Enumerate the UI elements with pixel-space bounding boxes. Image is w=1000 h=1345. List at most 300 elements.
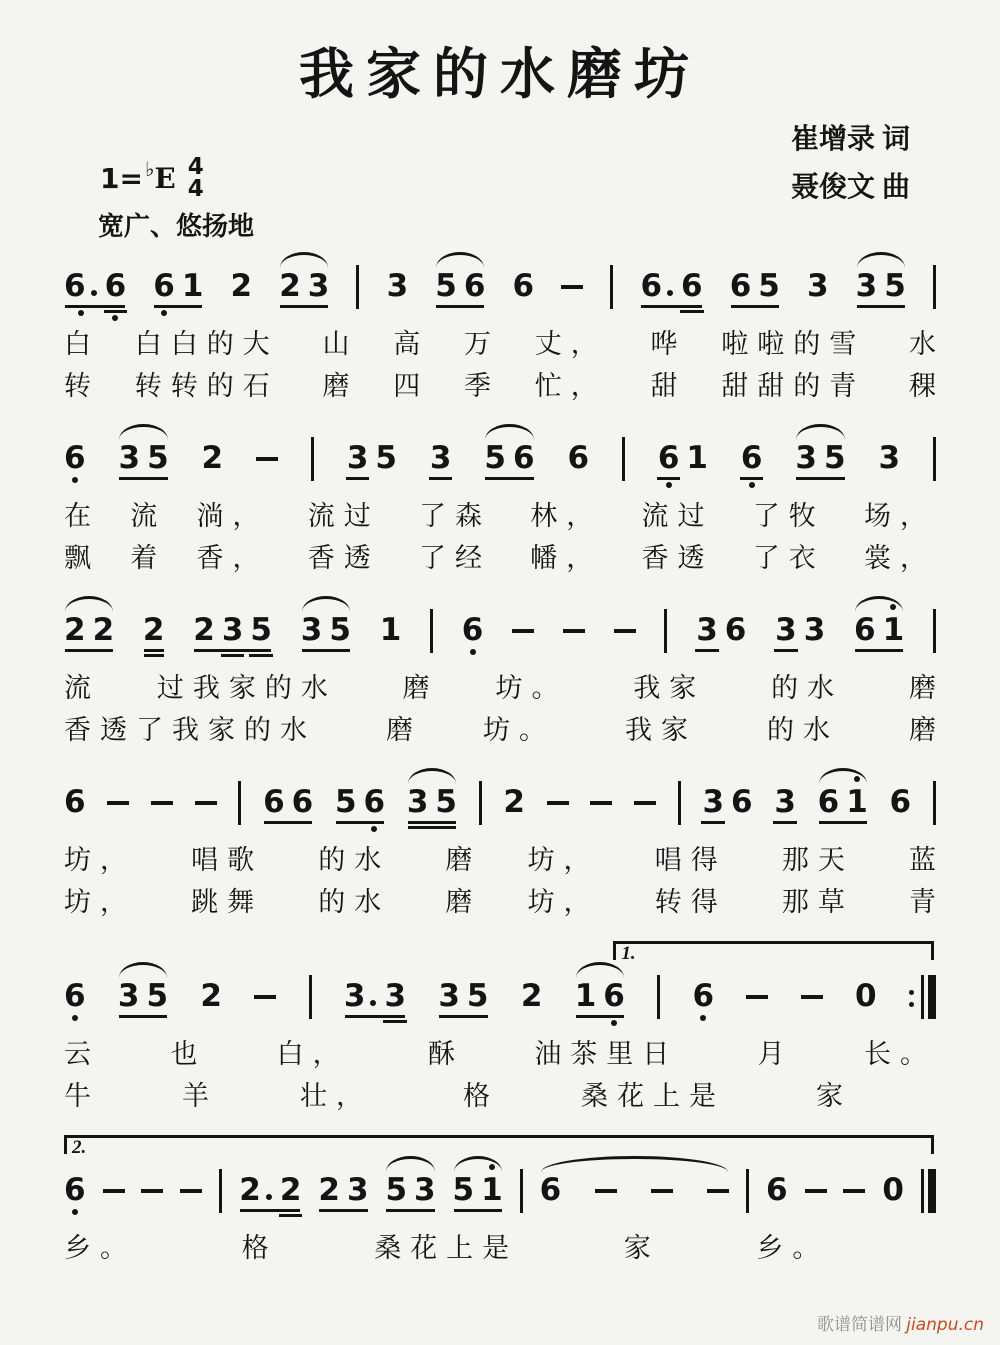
note	[464, 269, 486, 303]
lyric-word: 甜甜的青	[721, 371, 866, 401]
barline	[933, 609, 936, 653]
note-digit: 5	[823, 440, 846, 476]
low-octave-dot	[611, 1020, 617, 1026]
lyric-word: 坊。	[483, 715, 555, 745]
note-group	[614, 620, 636, 659]
time-signature	[188, 156, 204, 200]
rest-note	[882, 1173, 904, 1207]
note-digit: 6	[854, 612, 876, 648]
volta-label: 2.	[72, 1137, 87, 1158]
barline	[430, 609, 433, 653]
high-octave-dot	[890, 604, 896, 610]
note-group	[64, 613, 114, 659]
note	[702, 785, 724, 819]
note-digit: 6	[539, 1172, 562, 1208]
note-digit: 1	[846, 784, 868, 820]
note-underline	[701, 821, 725, 824]
lyric-word: 了森	[419, 501, 491, 531]
note	[118, 441, 140, 475]
note	[143, 613, 165, 647]
note-digit: 2	[200, 978, 222, 1014]
augmentation-dot	[370, 1000, 376, 1006]
beam-underline	[819, 821, 867, 824]
note-group	[118, 979, 168, 1025]
note-digit: 6	[817, 784, 840, 820]
note-group	[634, 792, 656, 831]
note-digit: 2	[279, 1172, 302, 1208]
note-group	[567, 441, 589, 487]
note-digit: 6	[889, 784, 912, 820]
note-underline	[249, 654, 273, 657]
lyric-word: 桑花上是	[374, 1233, 519, 1263]
slur-arc	[119, 424, 167, 440]
beam-underline	[240, 1209, 300, 1212]
slur-arc	[280, 252, 328, 268]
note	[153, 269, 175, 303]
low-octave-dot	[161, 310, 167, 316]
lyrics-line-1	[64, 671, 936, 705]
note-digit: 0	[882, 1172, 904, 1208]
note-group	[335, 785, 385, 831]
duration-dash	[805, 1189, 827, 1194]
note-group	[193, 613, 272, 659]
beam-underline	[796, 477, 844, 480]
note-group	[795, 441, 845, 487]
note-group	[438, 979, 488, 1025]
system-2	[64, 417, 936, 575]
note	[200, 979, 222, 1013]
note-digit: 6	[64, 784, 86, 820]
low-octave-dot	[72, 1209, 78, 1215]
note-digit: 6	[603, 978, 625, 1014]
lyric-word: 乡。	[64, 1233, 136, 1263]
note-digit: 6	[291, 784, 314, 820]
note-group	[180, 1180, 202, 1219]
note-group	[462, 613, 484, 659]
note	[658, 441, 680, 475]
note-digit: 6	[724, 612, 747, 648]
note	[883, 613, 905, 647]
lyrics-line-1	[64, 1037, 936, 1071]
composer-credit: 聂俊文 曲	[790, 172, 910, 203]
slur-arc	[65, 596, 113, 612]
note	[301, 613, 323, 647]
note-digit: 6	[657, 440, 680, 476]
note-digit: 3	[696, 612, 718, 648]
lyrics-line-2	[64, 369, 936, 403]
barline	[219, 1169, 222, 1213]
note	[193, 613, 215, 647]
lyric-word: 也	[170, 1039, 198, 1069]
lyric-word: 丈，	[534, 329, 607, 359]
note	[731, 785, 753, 819]
note-group	[195, 792, 217, 831]
note-digit: 3	[803, 612, 826, 648]
slur-arc	[576, 962, 624, 978]
note-digit: 6	[681, 268, 703, 304]
duration-dash	[256, 457, 278, 462]
note-group	[202, 441, 224, 487]
lyric-word: 了衣	[752, 543, 825, 573]
lyric-word: 磨	[909, 715, 936, 745]
note	[807, 269, 829, 303]
beam-underline	[280, 305, 328, 308]
beam-underline	[302, 649, 350, 652]
lyric-word: 羊	[182, 1081, 209, 1111]
barline	[933, 781, 936, 825]
note	[64, 441, 86, 475]
note-group	[151, 792, 173, 831]
lyrics-line-1	[64, 499, 936, 533]
note	[222, 613, 244, 647]
low-octave-dot	[371, 826, 377, 832]
lyricist-credit: 崔增录 词	[790, 124, 910, 155]
note-digit: 1	[379, 612, 402, 648]
note-digit: 3	[384, 978, 407, 1014]
lyric-word: 忙，	[534, 371, 607, 401]
duration-dash	[254, 995, 276, 1000]
note	[292, 785, 314, 819]
note	[484, 441, 506, 475]
tempo-marking: 宽广、悠扬地	[98, 212, 255, 241]
lyric-word: 流过	[307, 501, 380, 531]
note-digit: 5	[329, 612, 351, 648]
lyric-word: 四	[393, 371, 421, 401]
header	[0, 0, 1000, 245]
barline	[520, 1169, 523, 1213]
duration-dash	[595, 1189, 617, 1194]
lyric-word: 的水	[318, 845, 391, 875]
barline	[309, 975, 312, 1019]
note-underline	[695, 649, 719, 652]
note-group	[696, 613, 746, 659]
lyric-word: 磨	[445, 887, 473, 917]
flat-symbol: ♭	[144, 157, 155, 181]
note	[430, 441, 452, 475]
beam-underline	[144, 654, 164, 657]
barline	[746, 1169, 749, 1213]
lyrics-line-2	[64, 885, 936, 919]
note-group	[64, 269, 126, 315]
beam-underline	[485, 477, 533, 480]
lyric-word: 香透	[641, 543, 714, 573]
note	[335, 785, 357, 819]
note	[462, 613, 484, 647]
note-group	[807, 269, 829, 315]
low-octave-dot	[72, 477, 78, 483]
note-group	[540, 1173, 730, 1219]
note-digit: 6	[512, 440, 535, 476]
note	[575, 979, 597, 1013]
low-octave-dot	[700, 1015, 706, 1021]
note-group	[301, 613, 351, 659]
note-digit: 5	[758, 268, 780, 304]
beam-underline	[144, 649, 164, 652]
note	[329, 613, 351, 647]
lyric-word: 格	[463, 1081, 490, 1111]
lyric-word: 那草	[781, 887, 854, 917]
augmentation-dot	[266, 1194, 272, 1200]
duration-dash	[563, 629, 585, 634]
beam-underline	[336, 821, 384, 824]
note-underline	[740, 477, 764, 480]
lyric-word: 白	[64, 329, 91, 359]
note-line	[64, 265, 936, 315]
note-digit: 3	[702, 784, 725, 820]
lyric-word: 磨	[445, 845, 473, 875]
lyric-word: 流	[64, 673, 91, 703]
beam-underline	[576, 1015, 624, 1018]
beam-underline	[439, 1015, 487, 1018]
slur-arc	[436, 252, 484, 268]
lyric-word: 桑花上是	[581, 1081, 725, 1111]
beam-underline	[408, 821, 456, 824]
slur-arc	[386, 1156, 434, 1172]
note-digit: 6	[363, 784, 386, 820]
lyric-word: 白白的大	[134, 329, 279, 359]
note-group	[590, 792, 612, 831]
note-group	[513, 269, 535, 315]
note	[64, 979, 86, 1013]
note-digit: 5	[466, 978, 489, 1014]
beam-underline	[194, 649, 271, 652]
barline	[356, 265, 359, 309]
lyric-word: 长。	[863, 1039, 936, 1069]
note-digit: 6	[153, 268, 175, 304]
duration-dash	[843, 1189, 865, 1194]
note-group	[692, 979, 714, 1025]
note-digit: 5	[146, 978, 169, 1014]
note	[250, 613, 272, 647]
note-digit: 6	[64, 1172, 86, 1208]
key-letter: E	[154, 161, 176, 195]
lyric-word: 香透了我家的水	[64, 715, 316, 745]
duration-dash	[195, 801, 217, 806]
note-digit: 3	[806, 268, 829, 304]
lyrics-line-2	[64, 1079, 936, 1113]
lyric-word: 坊，	[527, 845, 600, 875]
note	[774, 785, 796, 819]
note-digit: 2	[201, 440, 224, 476]
note-group	[279, 269, 329, 315]
volta-bracket	[613, 941, 934, 964]
note-digit: 6	[640, 268, 663, 304]
note	[64, 613, 86, 647]
note	[435, 269, 457, 303]
note	[279, 269, 301, 303]
note	[603, 979, 625, 1013]
note-group	[380, 613, 402, 659]
note	[231, 269, 253, 303]
note	[453, 1173, 475, 1207]
lyric-word: 万	[464, 329, 491, 359]
note	[347, 441, 369, 475]
note-group	[387, 269, 409, 315]
lyric-word: 唱歌	[191, 845, 264, 875]
note-group	[774, 785, 796, 831]
note-digit: 5	[435, 784, 457, 820]
note	[64, 269, 98, 303]
note	[696, 613, 718, 647]
duration-dash	[801, 995, 823, 1000]
duration-dash	[103, 1189, 125, 1194]
note-group	[231, 269, 253, 315]
beam-underline	[154, 305, 202, 308]
note-digit: 2	[92, 612, 115, 648]
note-group	[805, 1180, 827, 1219]
note	[147, 441, 169, 475]
duration-dash	[512, 629, 534, 634]
watermark-site-name: 歌谱简谱网	[817, 1315, 903, 1334]
note-group	[854, 613, 904, 659]
lyric-word: 香，	[196, 543, 269, 573]
note	[118, 979, 140, 1013]
note	[854, 613, 876, 647]
note-digit: 2	[230, 268, 253, 304]
note-digit: 3	[429, 440, 452, 476]
note	[146, 979, 168, 1013]
note-underline	[773, 821, 797, 824]
lyric-word: 季	[464, 371, 491, 401]
note-digit: 2	[318, 1172, 340, 1208]
lyric-word: 裳，	[864, 543, 936, 573]
high-octave-dot	[854, 776, 860, 782]
note-digit: 5	[250, 612, 272, 648]
note-group	[435, 269, 485, 315]
lyric-word: 在	[64, 501, 91, 531]
note-digit: 6	[263, 784, 285, 820]
augmentation-dot	[667, 290, 673, 296]
note-digit: 2	[503, 784, 525, 820]
note	[884, 269, 906, 303]
note-group	[254, 986, 276, 1025]
note-group	[878, 441, 900, 487]
note-digit: 1	[481, 1172, 503, 1208]
high-octave-dot	[489, 1164, 495, 1170]
note-digit: 2	[239, 1172, 261, 1208]
note-group	[658, 441, 708, 487]
beam-underline	[454, 1209, 502, 1212]
note-digit: 3	[795, 440, 817, 476]
duration-dash	[614, 629, 636, 634]
note-group	[702, 785, 752, 831]
note-group	[730, 269, 780, 315]
note	[741, 441, 763, 475]
note-digit: 3	[855, 268, 878, 304]
lyric-word: 林，	[530, 501, 603, 531]
lyric-word: 香透	[307, 543, 380, 573]
note-digit: 1	[686, 440, 708, 476]
low-octave-dot	[749, 482, 755, 488]
music-systems	[0, 245, 1000, 1265]
note	[540, 1173, 562, 1207]
beam-underline	[119, 1015, 167, 1018]
duration-dash	[651, 1189, 673, 1194]
note-underline	[429, 477, 453, 480]
note-digit: 1	[181, 268, 204, 304]
lyric-word: 了经	[419, 543, 491, 573]
note	[64, 1173, 86, 1207]
final-barline	[921, 1169, 936, 1213]
barline	[678, 781, 681, 825]
note	[481, 1173, 503, 1207]
note-digit: 3	[775, 612, 797, 648]
note-group	[561, 276, 583, 315]
note	[438, 979, 460, 1013]
slur-arc	[119, 962, 167, 978]
note-digit: 5	[484, 440, 506, 476]
low-octave-dot	[72, 1015, 78, 1021]
system-3	[64, 589, 936, 747]
note-group	[856, 269, 906, 315]
note	[467, 979, 489, 1013]
augmentation-dot	[91, 290, 97, 296]
lyrics-line-1	[64, 843, 936, 877]
slur-arc	[796, 424, 844, 440]
note-digit: 3	[343, 978, 366, 1014]
barline	[610, 265, 613, 309]
barline	[933, 437, 936, 481]
note	[384, 979, 406, 1013]
note-digit: 6	[692, 978, 715, 1014]
lyric-word: 了牧	[752, 501, 825, 531]
note-digit: 5	[452, 1172, 475, 1208]
duration-dash	[746, 995, 768, 1000]
system-6	[64, 1127, 936, 1265]
lyric-word: 高	[393, 329, 421, 359]
note-line	[64, 609, 936, 659]
credits	[791, 116, 910, 212]
note	[856, 269, 878, 303]
lyric-word: 转转的石	[134, 371, 279, 401]
slur-arc	[485, 424, 533, 440]
duration-dash	[180, 1189, 202, 1194]
lyric-word: 坊，	[64, 845, 136, 875]
note	[318, 1173, 340, 1207]
note	[804, 613, 826, 647]
note-line	[64, 437, 936, 487]
beam-underline	[386, 1209, 434, 1212]
note	[414, 1173, 436, 1207]
note-digit: 3	[346, 1172, 369, 1208]
barline	[664, 609, 667, 653]
note-group	[484, 441, 534, 487]
note-group	[453, 1173, 503, 1219]
beam-underline	[731, 305, 779, 308]
song-title: 我家的水磨坊	[298, 44, 701, 105]
note-digit: 5	[334, 784, 357, 820]
note-digit: 6	[64, 268, 86, 304]
lyric-word: 磨	[322, 371, 350, 401]
note-group	[843, 1180, 865, 1219]
note-digit: 3	[118, 440, 141, 476]
beam-underline	[65, 649, 113, 652]
note	[681, 269, 703, 303]
note-group	[200, 979, 222, 1025]
note-group	[407, 785, 457, 831]
note	[407, 785, 429, 819]
note-group	[64, 441, 86, 487]
note-group	[256, 448, 278, 487]
note	[818, 785, 840, 819]
lyric-word: 坊，	[527, 887, 600, 917]
note	[308, 269, 330, 303]
note-group	[640, 269, 702, 315]
slur-arc	[857, 252, 905, 268]
lyric-word: 着	[130, 543, 158, 573]
note	[435, 785, 457, 819]
slur-arc	[541, 1156, 729, 1172]
